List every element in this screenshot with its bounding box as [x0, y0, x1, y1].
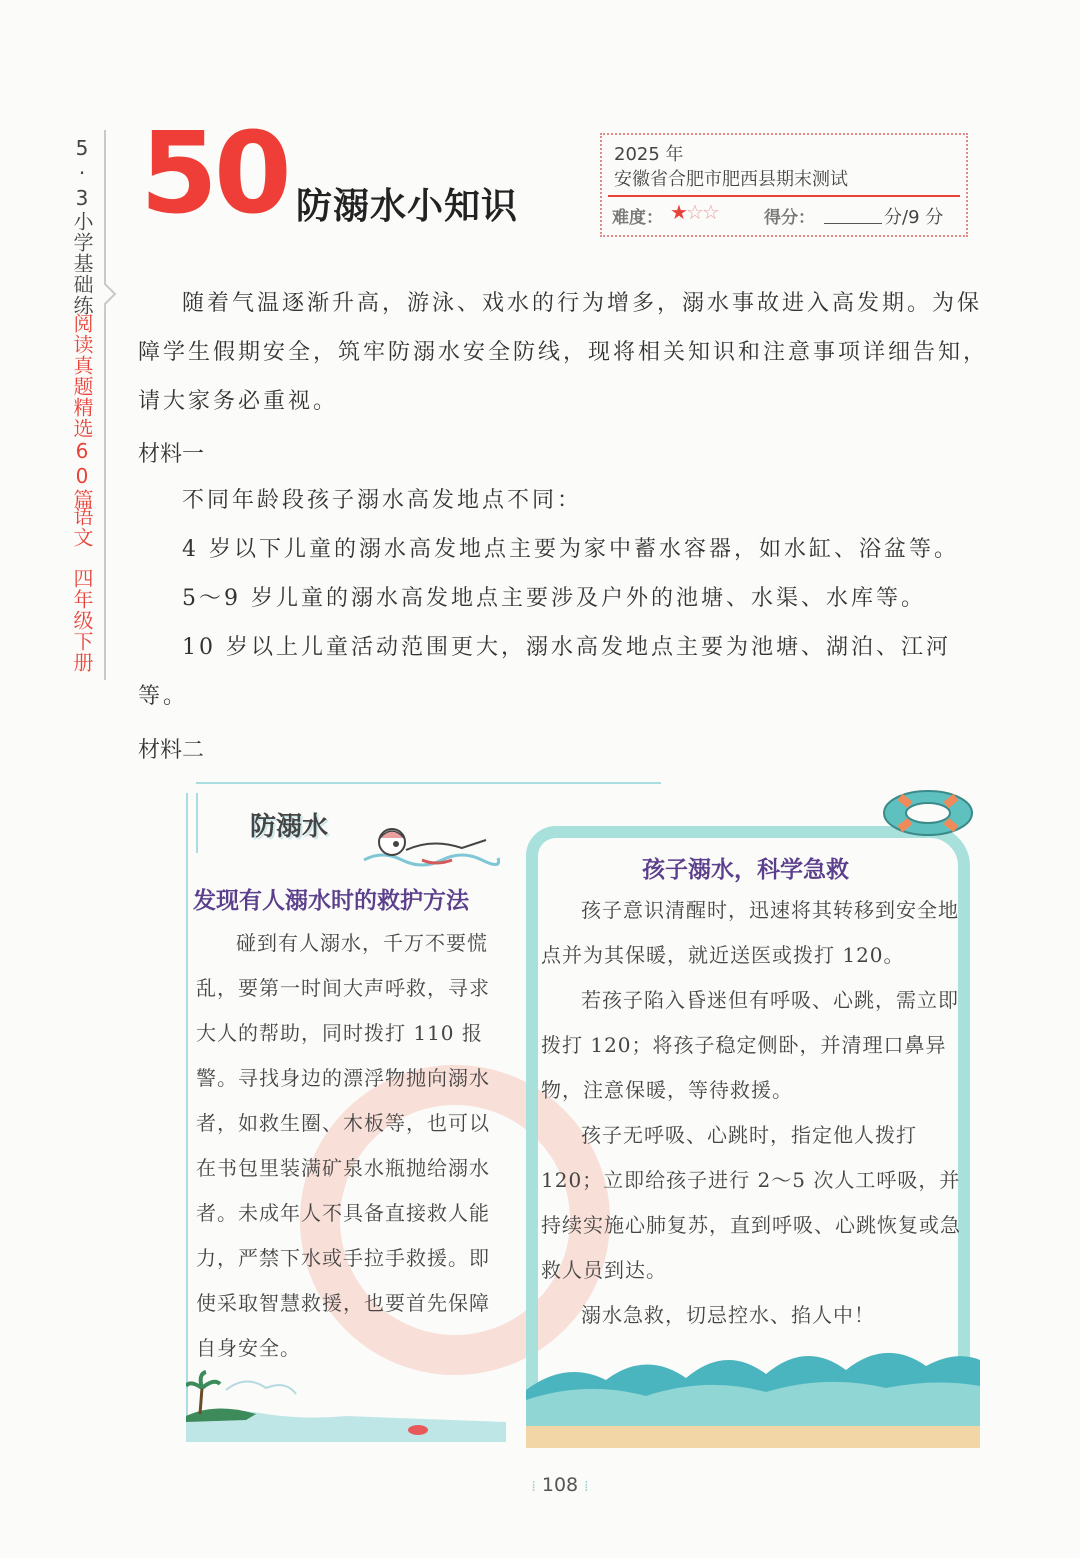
score-total: 分/9 分: [884, 207, 944, 228]
score-label: 得分：: [764, 208, 815, 228]
first-aid-paragraph: 孩子无呼吸、心跳时，指定他人拨打 120；立即给孩子进行 2～5 次人工呼吸，并持续实施心肺复苏，直到呼吸、心跳恢复或急救人员到达。: [541, 1123, 961, 1282]
page-ornament-right-icon: ⁞: [584, 1479, 589, 1495]
swimmer-icon: [362, 820, 500, 875]
sidebar-divider: [104, 130, 106, 680]
lesson-number: 50: [140, 109, 288, 239]
sidebar-grade: 四年级下册: [70, 568, 94, 673]
material-one-paragraph: 10 岁以上儿童活动范围更大，溺水高发地点主要为池塘、湖泊、江河等。: [138, 635, 951, 709]
first-aid-text: [541, 888, 961, 1338]
difficulty-rating: [670, 200, 718, 224]
sidebar-subject: 语文: [70, 506, 94, 548]
first-aid-paragraph: 溺水急救，切忌控水、掐人中！: [581, 1303, 875, 1327]
star-empty-icon: ☆: [685, 200, 702, 224]
difficulty-label: 难度：: [612, 208, 663, 228]
material-one-heading: 材料一: [138, 442, 205, 467]
score-blank: [824, 223, 882, 224]
info-divider: [608, 195, 960, 197]
material-one-paragraph: 4 岁以下儿童的溺水高发地点主要为家中蓄水容器，如水缸、浴盆等。: [182, 537, 959, 562]
page-number-value: 108: [541, 1474, 579, 1496]
material-two-heading: 材料二: [138, 738, 205, 763]
island-scene-icon: [186, 1370, 506, 1442]
first-aid-heading: 孩子溺水，科学急救: [642, 857, 849, 883]
sidebar-book-title: 阅读真题精选60篇: [70, 313, 94, 510]
intro-paragraph: 随着气温逐渐升高，游泳、戏水的行为增多，溺水事故进入高发期。为保障学生假期安全，筑牢防溺水安全防线，现将相关知识和注意事项详细告知，请大家务必重视。: [138, 291, 989, 414]
exam-info-box: [600, 133, 968, 237]
material-one-paragraph: 不同年龄段孩子溺水高发地点不同：: [182, 488, 583, 513]
life-ring-icon: [880, 787, 976, 839]
page-number: [520, 1474, 600, 1496]
material-one-body: [138, 476, 988, 721]
first-aid-paragraph: 若孩子陷入昏迷但有呼吸、心跳，需立即拨打 120；将孩子稳定侧卧，并清理口鼻异物，注意保暖，等待救援。: [541, 988, 959, 1102]
lesson-title: 防溺水小知识: [296, 186, 519, 227]
star-empty-icon: ☆: [701, 200, 718, 224]
card-top-border: [196, 782, 661, 784]
sidebar: [62, 128, 102, 688]
sea-waves-icon: [526, 1330, 980, 1448]
star-filled-icon: ★: [670, 200, 686, 224]
left-panel-heading: 防溺水: [250, 812, 329, 842]
exam-year: 2025 年: [614, 144, 684, 165]
material-one-paragraph: 5～9 岁儿童的溺水高发地点主要涉及户外的池塘、水渠、水库等。: [182, 586, 926, 611]
rescue-method-heading: 发现有人溺水时的救护方法: [193, 888, 469, 914]
first-aid-paragraph: 孩子意识清醒时，迅速将其转移到安全地点并为其保暖，就近送医或拨打 120。: [541, 898, 959, 967]
page-ornament-left-icon: ⁞: [531, 1479, 536, 1495]
exam-source: 安徽省合肥市肥西县期末测试: [614, 169, 848, 190]
sidebar-series: 5·3小学基础练: [70, 136, 94, 316]
rescue-method-text: 碰到有人溺水，千万不要慌乱，要第一时间大声呼救，寻求大人的帮助，同时拨打 110 报警。寻找身边的漂浮物抛向溺水者，如救生圈、木板等，也可以在书包里装满矿泉水瓶抛给溺水者。未成年人不具备直接救人能力，严禁下水或手拉手救援。即使采取智慧救援，也要首先保障自身安全。: [196, 931, 490, 1360]
